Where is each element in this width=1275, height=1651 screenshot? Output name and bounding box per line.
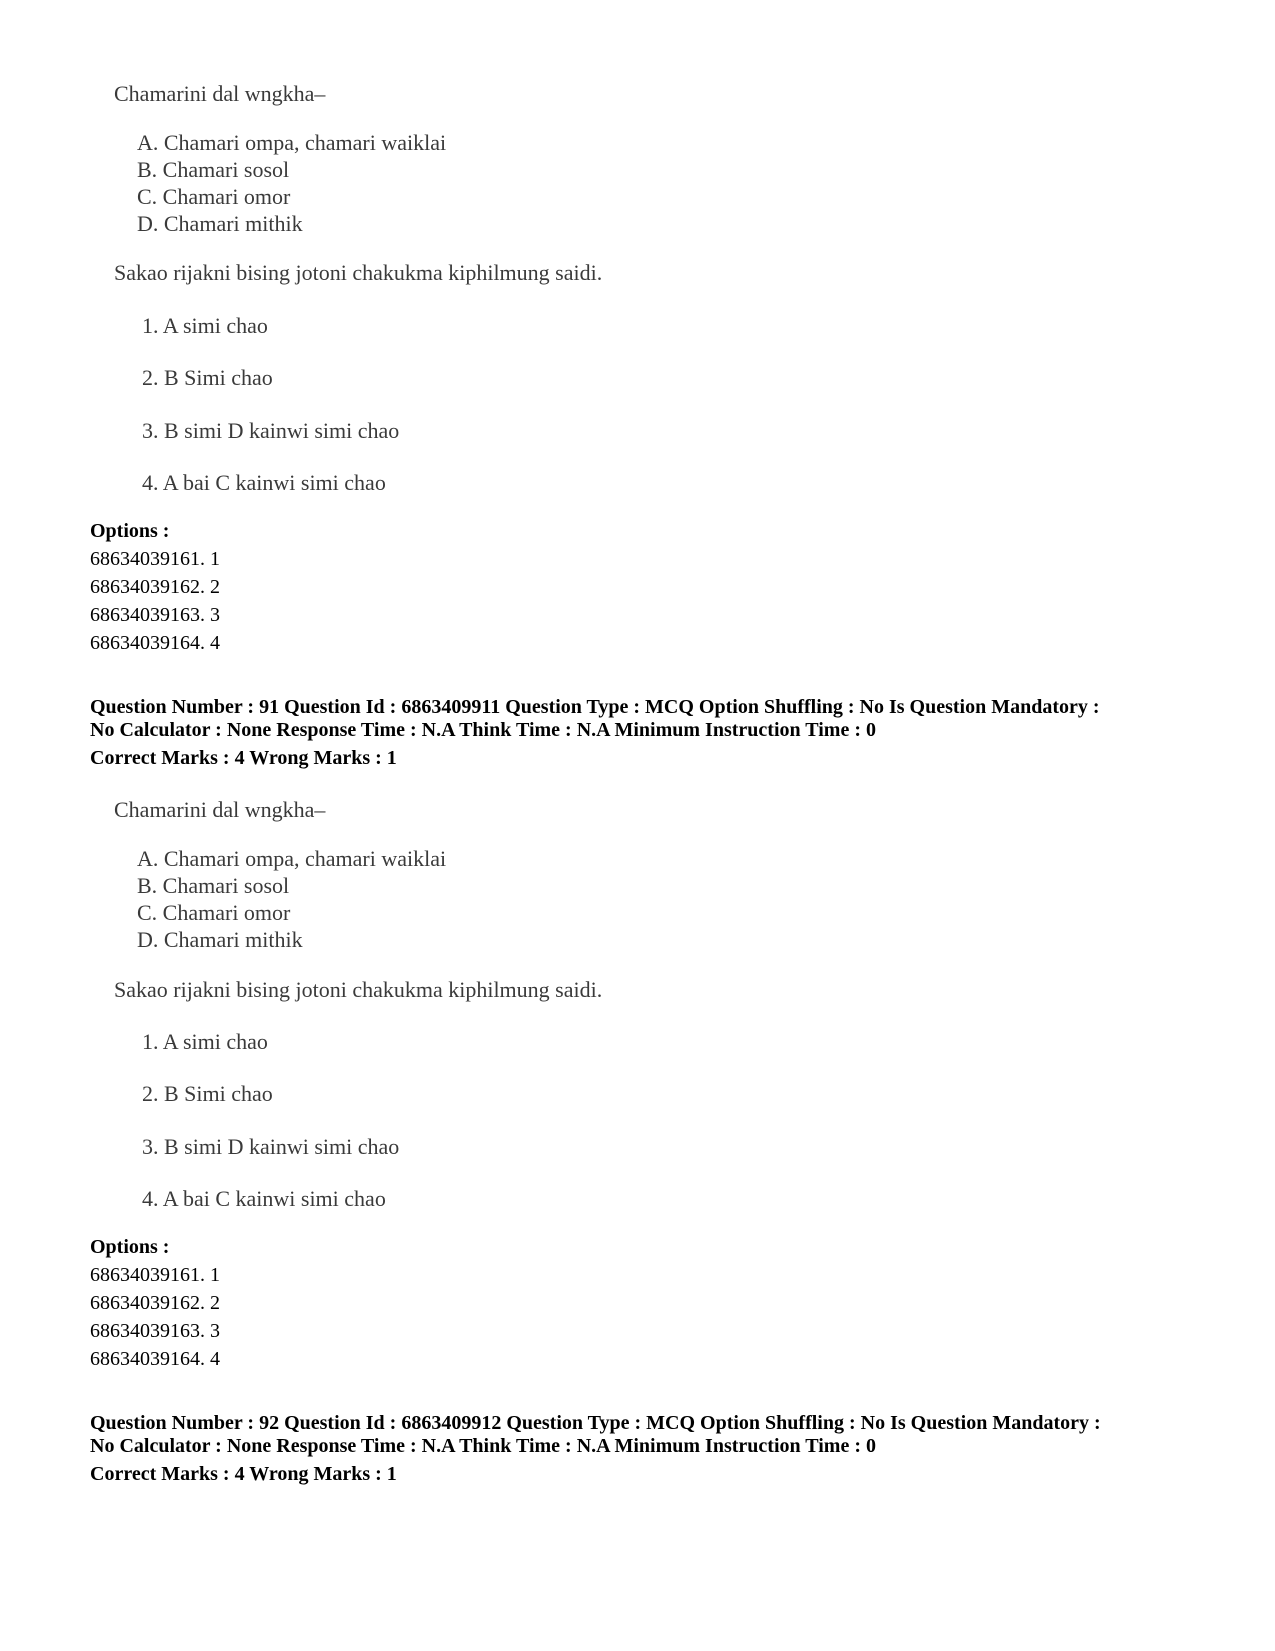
statement-a: A. Chamari ompa, chamari waiklai	[137, 130, 447, 155]
choice-4: 4. A bai C kainwi simi chao	[142, 1186, 386, 1211]
choice-3: 3. B simi D kainwi simi chao	[142, 1134, 400, 1159]
question-92-marks: Correct Marks : 4 Wrong Marks : 1	[90, 1463, 397, 1485]
question-92-line2: No Calculator : None Response Time : N.A Think Time : N.A Minimum Instruction Time : 0	[90, 1435, 876, 1457]
question-91-marks: Correct Marks : 4 Wrong Marks : 1	[90, 747, 397, 769]
choice-3: 3. B simi D kainwi simi chao	[142, 418, 400, 443]
choice-2: 2. B Simi chao	[142, 365, 273, 390]
options-label: Options :	[90, 520, 170, 542]
option-1: 68634039161. 1	[90, 548, 220, 570]
choice-1: 1. A simi chao	[142, 1029, 268, 1054]
choice-4: 4. A bai C kainwi simi chao	[142, 470, 386, 495]
statement-a: A. Chamari ompa, chamari waiklai	[137, 846, 447, 871]
choice-1: 1. A simi chao	[142, 313, 268, 338]
question-91-line1: Question Number : 91 Question Id : 6863409911 Question Type : MCQ Option Shuffling : No Is Question Mandatory :	[90, 696, 1100, 718]
question-instruction: Sakao rijakni bising jotoni chakukma kiphilmung saidi.	[114, 977, 603, 1002]
option-3: 68634039163. 3	[90, 1320, 220, 1342]
option-3: 68634039163. 3	[90, 604, 220, 626]
question-92-line1: Question Number : 92 Question Id : 6863409912 Question Type : MCQ Option Shuffling : No Is Question Mandatory :	[90, 1412, 1101, 1434]
option-1: 68634039161. 1	[90, 1264, 220, 1286]
question-91-line2: No Calculator : None Response Time : N.A Think Time : N.A Minimum Instruction Time : 0	[90, 719, 876, 741]
choice-2: 2. B Simi chao	[142, 1081, 273, 1106]
option-2: 68634039162. 2	[90, 1292, 220, 1314]
option-2: 68634039162. 2	[90, 576, 220, 598]
statement-b: B. Chamari sosol	[137, 873, 290, 898]
question-instruction: Sakao rijakni bising jotoni chakukma kiphilmung saidi.	[114, 260, 603, 285]
question-heading: Chamarini dal wngkha–	[114, 797, 326, 822]
statement-d: D. Chamari mithik	[137, 211, 303, 236]
options-label: Options :	[90, 1236, 170, 1258]
statement-b: B. Chamari sosol	[137, 157, 290, 182]
question-heading: Chamarini dal wngkha–	[114, 81, 326, 106]
option-4: 68634039164. 4	[90, 632, 220, 654]
statement-d: D. Chamari mithik	[137, 927, 303, 952]
statement-c: C. Chamari omor	[137, 184, 291, 209]
option-4: 68634039164. 4	[90, 1348, 220, 1370]
statement-c: C. Chamari omor	[137, 900, 291, 925]
